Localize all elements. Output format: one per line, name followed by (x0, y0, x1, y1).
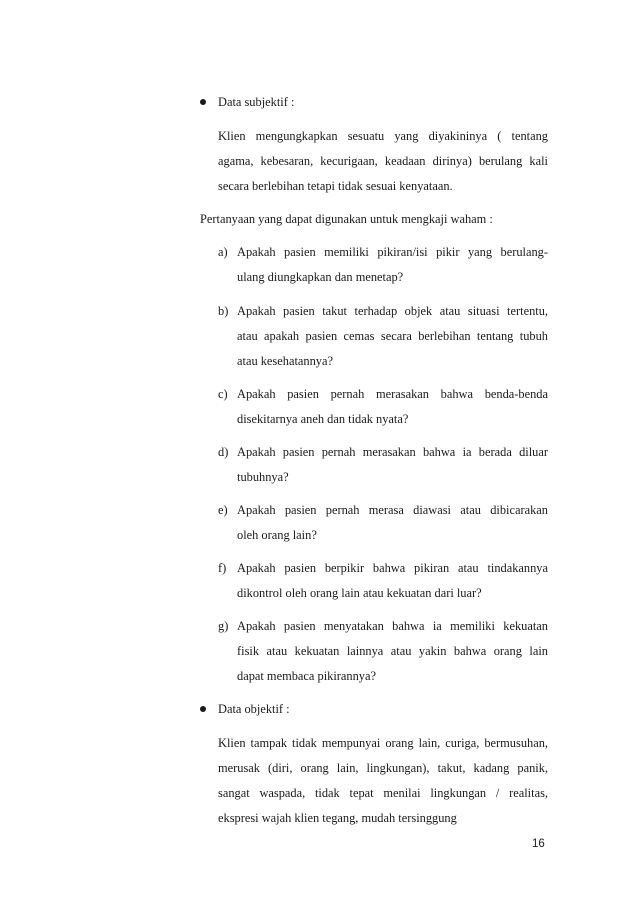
objective-heading: Data objektif : (218, 702, 290, 716)
question-line: dapat membaca pikirannya? (237, 669, 376, 683)
question-line: Apakah pasien pernah merasakan bahwa benda-benda (237, 387, 548, 401)
question-line: tubuhnya? (237, 470, 289, 484)
objective-line: Klien tampak tidak mempunyai orang lain, curiga, bermusuhan, (218, 736, 548, 750)
question-line: Apakah pasien pernah merasakan bahwa ia berada diluar (237, 445, 548, 459)
question-line: Apakah pasien takut terhadap objek atau situasi tertentu, (237, 304, 548, 318)
question-label: b) (218, 304, 229, 318)
question-line: Apakah pasien pernah merasa diawasi atau dibicarakan (237, 503, 548, 517)
page-number: 16 (532, 838, 545, 850)
question-line: Apakah pasien berpikir bahwa pikiran atau tindakannya (237, 561, 548, 575)
question-label: c) (218, 387, 228, 401)
question-label: d) (218, 445, 229, 459)
question-label: a) (218, 245, 228, 259)
objective-line: ekspresi wajah klien tegang, mudah tersinggung (218, 811, 457, 825)
objective-line: sangat waspada, tidak tepat menilai lingkungan / realitas, (218, 786, 548, 800)
subjective-line: Klien mengungkapkan sesuatu yang diyakininya ( tentang (218, 129, 548, 143)
subjective-line: secara berlebihan tetapi tidak sesuai kenyataan. (218, 179, 453, 193)
questions-intro: Pertanyaan yang dapat digunakan untuk mengkaji waham : (200, 212, 493, 226)
question-line: Apakah pasien menyatakan bahwa ia memiliki kekuatan (237, 619, 548, 633)
bullet-subjective (200, 99, 206, 105)
subjective-line: agama, kebesaran, kecurigaan, keadaan dirinya) berulang kali (218, 154, 548, 168)
question-label: f) (218, 561, 227, 575)
question-line: Apakah pasien memiliki pikiran/isi pikir yang berulang- (237, 245, 548, 259)
objective-line: merusak (diri, orang lain, lingkungan), takut, kadang panik, (218, 761, 548, 775)
subjective-heading: Data subjektif : (218, 95, 295, 109)
bullet-objective (200, 706, 206, 712)
question-label: e) (218, 503, 228, 517)
question-label: g) (218, 619, 229, 633)
question-line: atau kesehatannya? (237, 354, 333, 368)
question-line: disekitarnya aneh dan tidak nyata? (237, 412, 409, 426)
question-line: atau apakah pasien cemas secara berlebihan tentang tubuh (237, 329, 548, 343)
question-line: oleh orang lain? (237, 528, 317, 542)
question-line: dikontrol oleh orang lain atau kekuatan dari luar? (237, 586, 482, 600)
question-line: ulang diungkapkan dan menetap? (237, 270, 404, 284)
question-line: fisik atau kekuatan lainnya atau yakin bahwa orang lain (237, 644, 548, 658)
